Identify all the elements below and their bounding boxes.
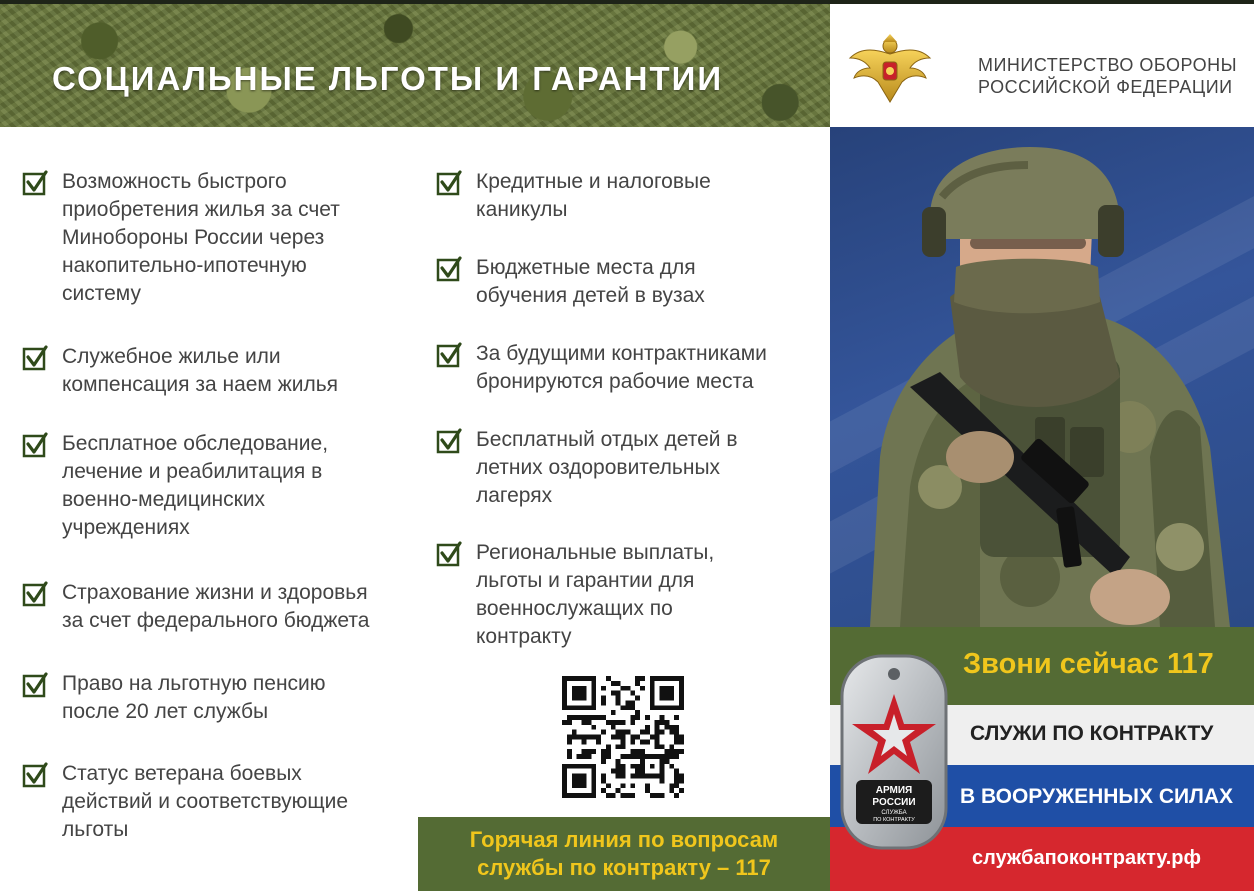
benefit-line: обучения детей в вузах [476, 284, 705, 307]
armed-forces-label: В ВООРУЖЕННЫХ СИЛАХ [960, 785, 1233, 808]
check-square-icon [22, 170, 48, 196]
benefit-line: Минобороны России через [62, 226, 325, 249]
ministry-line-2: РОССИЙСКОЙ ФЕДЕРАЦИИ [978, 77, 1233, 97]
double-headed-eagle-icon [848, 32, 932, 110]
soldier-photo [830, 127, 1254, 627]
qr-code-icon[interactable] [562, 676, 684, 798]
benefit-line: военно-медицинских [62, 488, 266, 511]
benefit-line: военнослужащих по [476, 597, 673, 620]
hotline-line-2: службы по контракту – 117 [477, 855, 771, 880]
benefit-line: Бесплатное обследование, [62, 432, 329, 455]
benefit-item [22, 343, 422, 399]
benefit-line: компенсация за наем жилья [62, 373, 339, 396]
benefit-line: Страхование жизни и здоровья [62, 581, 368, 604]
hotline-banner [418, 817, 830, 891]
check-square-icon [22, 672, 48, 698]
soldier-illustration [830, 127, 1254, 627]
benefit-item [22, 430, 422, 542]
check-square-icon [22, 432, 48, 458]
benefit-item [22, 579, 422, 635]
tag-text-1: АРМИЯ [875, 785, 913, 796]
benefit-line: льготы [62, 818, 129, 841]
benefit-line: Бюджетные места для [476, 256, 696, 279]
benefit-line: Право на льготную пенсию [62, 672, 326, 695]
benefit-text [476, 168, 711, 224]
tag-text-2: РОССИИ [872, 797, 916, 808]
benefit-text [476, 340, 767, 396]
benefit-text [62, 670, 326, 726]
benefit-line: льготы и гарантии для [476, 569, 695, 592]
benefit-line: лагерях [476, 484, 553, 507]
benefit-line: после 20 лет службы [62, 700, 269, 723]
benefit-item [22, 670, 422, 726]
benefit-line: Региональные выплаты, [476, 541, 715, 564]
hotline-line-1: Горячая линия по вопросам [469, 827, 779, 852]
benefit-text [476, 539, 714, 651]
benefit-line: накопительно-ипотечную [62, 254, 307, 277]
benefit-item [436, 168, 826, 224]
header-banner [0, 0, 830, 127]
benefit-item [22, 168, 422, 308]
benefit-item [436, 254, 826, 310]
benefit-text [62, 343, 338, 399]
serve-contract-label: СЛУЖИ ПО КОНТРАКТУ [970, 722, 1214, 745]
benefit-line: каникулы [476, 198, 568, 221]
tag-text-4: ПО КОНТРАКТУ [873, 817, 915, 823]
check-square-icon [436, 342, 462, 368]
check-square-icon [22, 762, 48, 788]
ministry-block [830, 0, 1254, 127]
benefit-item [436, 539, 826, 651]
check-square-icon [436, 256, 462, 282]
benefit-line: За будущими контрактниками [476, 342, 767, 365]
website-link[interactable]: службапоконтракту.рф [972, 847, 1202, 869]
benefit-item [436, 340, 826, 396]
benefit-text [62, 579, 369, 635]
army-dog-tag [838, 652, 950, 852]
benefit-line: бронируются рабочие места [476, 370, 754, 393]
tag-text-3: СЛУЖБА [881, 810, 907, 816]
benefit-line: Кредитные и налоговые [476, 170, 711, 193]
benefit-line: действий и соответствующие [62, 790, 349, 813]
benefit-line: за счет федерального бюджета [62, 609, 370, 632]
check-square-icon [436, 170, 462, 196]
benefit-text [476, 254, 705, 310]
benefit-line: Бесплатный отдых детей в [476, 428, 738, 451]
benefit-line: Статус ветерана боевых [62, 762, 302, 785]
check-square-icon [22, 345, 48, 371]
call-now-label: Звони сейчас 117 [963, 648, 1214, 680]
benefit-line: Служебное жилье или [62, 345, 281, 368]
benefit-item [436, 426, 826, 510]
benefit-item [22, 760, 422, 844]
benefit-text [476, 426, 738, 510]
check-square-icon [436, 541, 462, 567]
benefit-line: лечение и реабилитация в [62, 460, 323, 483]
benefit-text [62, 168, 340, 308]
benefit-line: летних оздоровительных [476, 456, 721, 479]
benefit-line: приобретения жилья за счет [62, 198, 340, 221]
ministry-line-1: МИНИСТЕРСТВО ОБОРОНЫ [978, 55, 1238, 75]
benefit-text [62, 430, 328, 542]
check-square-icon [22, 581, 48, 607]
benefit-line: контракту [476, 625, 572, 648]
benefit-line: систему [62, 282, 141, 305]
page-title: СОЦИАЛЬНЫЕ ЛЬГОТЫ И ГАРАНТИИ [52, 60, 724, 97]
benefit-line: Возможность быстрого [62, 170, 287, 193]
benefit-line: учреждениях [62, 516, 190, 539]
check-square-icon [436, 428, 462, 454]
benefit-text [62, 760, 348, 844]
